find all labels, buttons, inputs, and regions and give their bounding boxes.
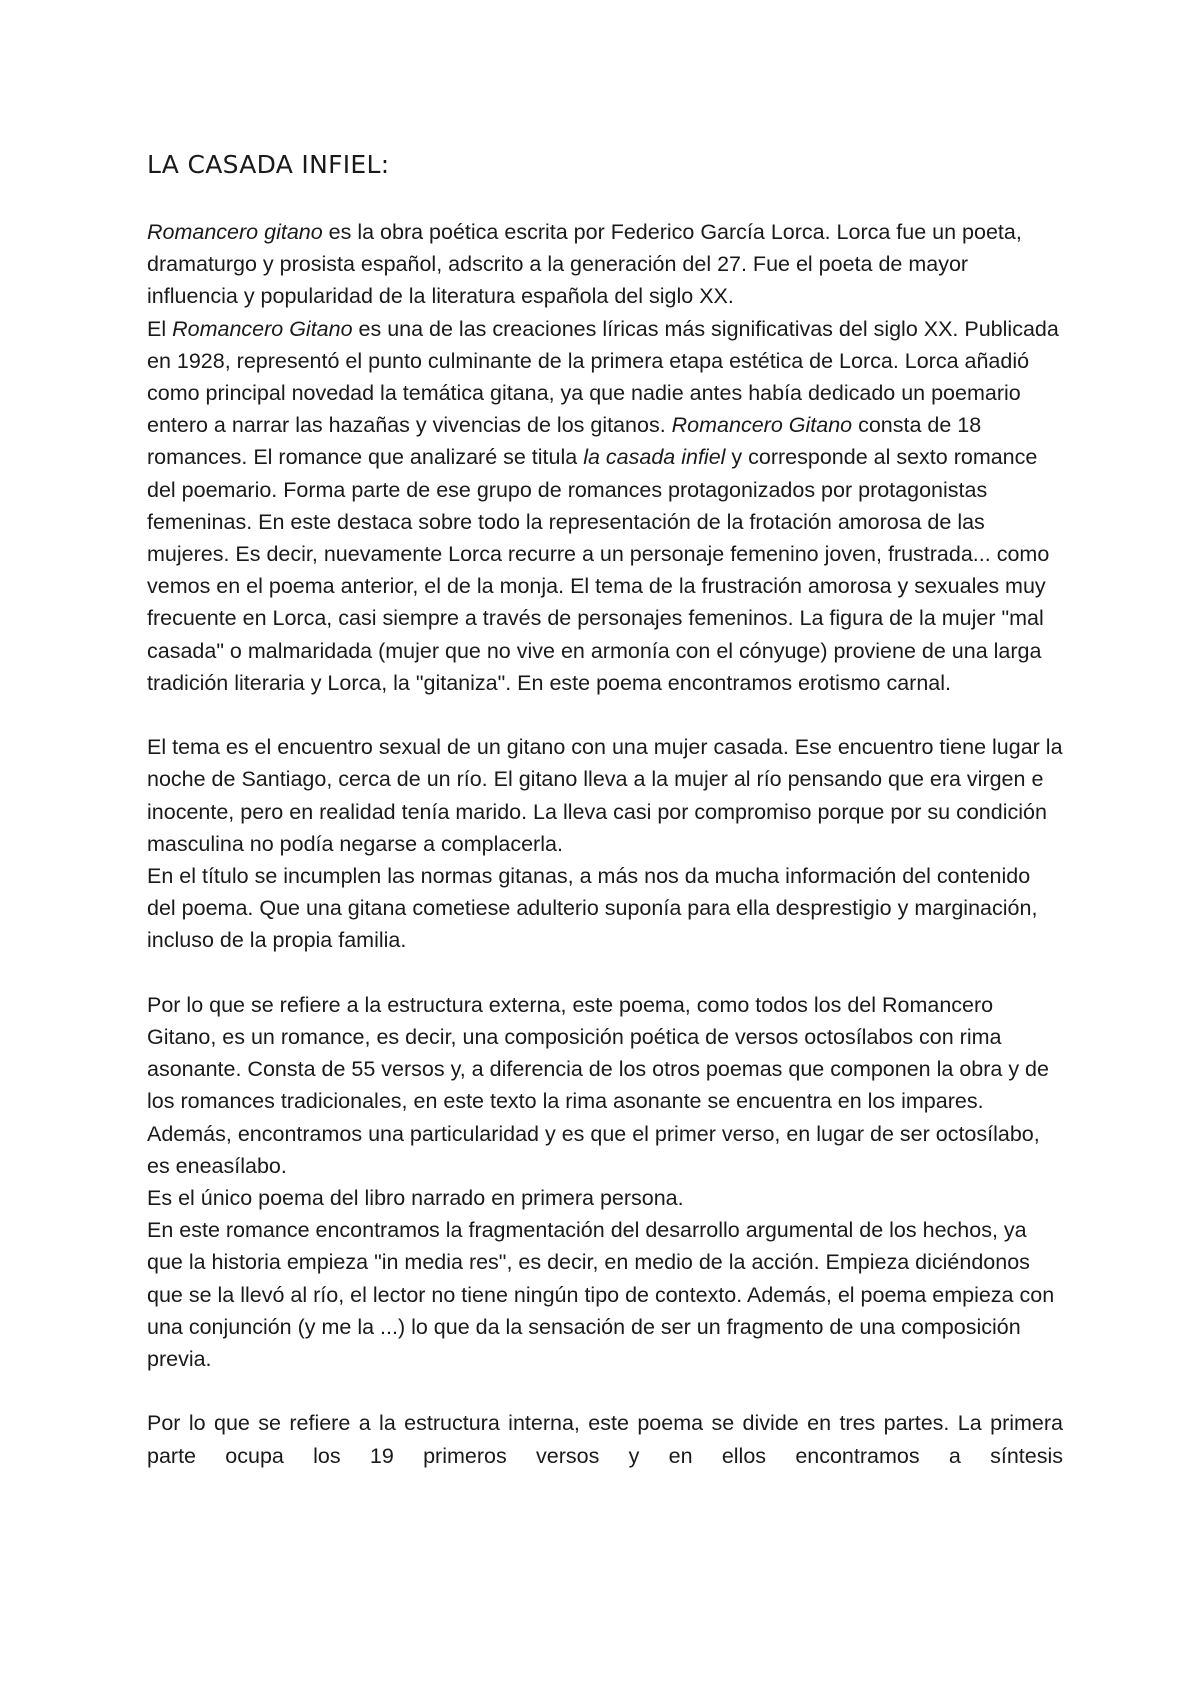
paragraph-titulo: En el título se incumplen las normas gitanas, a más nos da mucha información del contenido del poema. Que una gitana cometiese adulterio suponía para ella desprestigio y marginación, incluso de la propia familia. (147, 864, 1038, 953)
paragraph-romancero (147, 313, 1063, 699)
paragraph-estructura-interna: Por lo que se refiere a la estructura interna, este poema se divide en tres partes. La primera parte ocupa los 19 primeros versos y en ellos encontramos a síntesis (147, 1411, 1063, 1468)
paragraph-gap (147, 957, 1063, 989)
document-title: LA CASADA INFIEL: (147, 150, 390, 179)
paragraph-primera-persona: Es el único poema del libro narrado en primera persona. (147, 1186, 684, 1211)
italic-title-romancero: Romancero Gitano (671, 413, 853, 438)
paragraph-text: y corresponde al sexto romance del poemario. Forma parte de ese grupo de romances protagonizados por protagonistas femeninas. En este destaca sobre todo la representación de la frotación amorosa de las mujeres. Es decir, nuevamente Lorca recurre a un personaje femenino joven, frustrada... como vemos en el poema anterior, el de la monja. El tema de la frustración amorosa y sexuales muy frecuente en Lorca, casi siempre a través de personajes femeninos. La figura de la mujer "mal casada" o malmaridada (mujer que no vive en armonía con el cónyuge) proviene de una larga tradición literaria y Lorca, la "gitaniza". En este poema encontramos erotismo carnal. (147, 445, 1050, 695)
paragraph-in-media-res: En este romance encontramos la fragmentación del desarrollo argumental de los hechos, ya que la historia empieza "in media res", es decir, en medio de la acción. Empieza diciéndonos que se la llevó al río, el lector no tiene ningún tipo de contexto. Además, el poema empieza con una conjunción (y me la ...) lo que da la sensación de ser un fragmento de una composición previa. (147, 1218, 1055, 1372)
italic-title-casada: la casada infiel (583, 445, 726, 470)
paragraph-text: consta de 18 romances. El romance que analizaré se titula (147, 413, 982, 470)
italic-title-romancero: Romancero gitano (147, 220, 323, 244)
paragraph-intro (147, 216, 1063, 313)
paragraph-text: El (147, 316, 173, 341)
italic-title-romancero: Romancero Gitano (172, 316, 353, 341)
paragraph-tema: El tema es el encuentro sexual de un gitano con una mujer casada. Ese encuentro tiene lugar la noche de Santiago, cerca de un río. El gitano lleva a la mujer al río pensando que era virgen e inocente, pero en realidad tenía marido. La lleva casi por compromiso porque por su condición masculina no podía negarse a complacerla. (147, 735, 1063, 856)
document-body (147, 216, 1063, 1472)
paragraph-text: es la obra poética escrita por Federico García Lorca. Lorca fue un poeta, dramaturgo y prosista español, adscrito a la generación del 27. Fue el poeta de mayor influencia y popularidad de la literatura española del siglo XX. (147, 220, 1022, 309)
paragraph-gap (147, 699, 1063, 731)
paragraph-gap (147, 1375, 1063, 1407)
paragraph-estructura-externa: Por lo que se refiere a la estructura externa, este poema, como todos los del Romancero Gitano, es un romance, es decir, una composición poética de versos octosílabos con rima asonante. Consta de 55 versos y, a diferencia de los otros poemas que componen la obra y de los romances tradicionales, en este texto la rima asonante se encuentra en los impares. Además, encontramos una particularidad y es que el primer verso, en lugar de ser octosílabo, es eneasílabo. (147, 992, 1049, 1178)
paragraph-text: es una de las creaciones líricas más significativas del siglo XX. Publicada en 1928, representó el punto culminante de la primera etapa estética de Lorca. Lorca añadió como principal novedad la temática gitana, ya que nadie antes había dedicado un poemario entero a narrar las hazañas y vivencias de los gitanos. (147, 316, 1059, 438)
